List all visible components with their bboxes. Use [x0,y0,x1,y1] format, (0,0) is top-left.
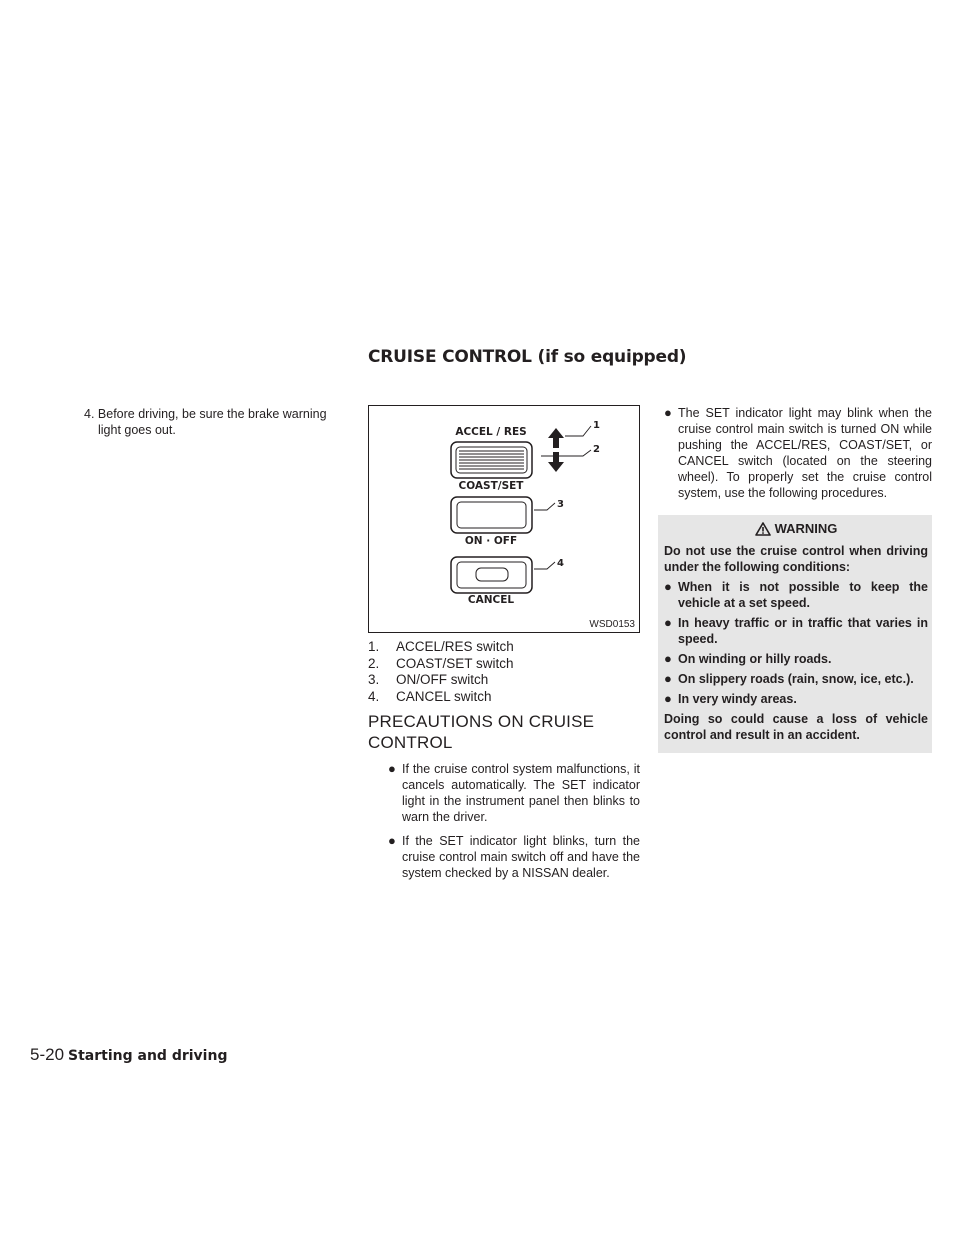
bullet-icon: ● [664,579,672,594]
warning-intro: Do not use the cruise control when driving under the following conditions: [664,544,928,574]
list-item: ● On winding or hilly roads. [664,651,832,666]
bullet-icon: ● [664,671,672,686]
arrow-up-icon [548,428,564,448]
bullet-icon: ● [664,405,672,420]
cruise-switch-figure [368,405,640,633]
legend-item: 2. COAST/SET switch [368,655,514,671]
warning-title: WARNING [774,521,838,536]
callout-1: 1 [593,420,600,431]
step-4-text: Before driving, be sure the brake warning light goes out. [97,407,327,437]
label-coast-set: COAST/SET [458,480,524,492]
figure-code: WSD0153 [589,619,635,630]
bullet-icon: ● [664,615,672,630]
cruise-switch-illustration [369,406,639,632]
list-item: ● In heavy traffic or in traffic that varies in speed. [664,615,928,646]
bullet-icon: ● [664,691,672,706]
list-item: ● If the SET indicator light blinks, turn the cruise control main switch off and have the system checked by a NISSAN dealer. [388,833,640,880]
page-footer [30,1045,227,1065]
chapter-title: Starting and driving [68,1048,228,1064]
callout-2: 2 [593,444,600,455]
cancel-switch [451,557,532,593]
list-item: ● The SET indicator light may blink when the cruise control main switch is turned ON while pushing the ACCEL/RES, COAST/SET, or CANCEL switch (located on the steering wheel). To properly set the cruise control system, use the following procedures. [664,405,932,500]
callout-3: 3 [557,499,564,510]
column-left [68,406,348,438]
label-cancel: CANCEL [467,594,515,606]
page-number: 5-20 [30,1045,65,1064]
warning-outro: Doing so could cause a loss of vehicle control and result in an accident. [664,712,928,742]
step-4-number: 4. [84,407,95,421]
list-item: ● On slippery roads (rain, snow, ice, etc.). [664,671,914,686]
callout-4: 4 [557,558,564,569]
legend-item: 1. ACCEL/RES switch [368,639,514,654]
warning-header [664,521,928,537]
bullet-icon: ● [388,833,396,848]
list-item: ● If the cruise control system malfunctions, it cancels automatically. The SET indicator light in the instrument panel then blinks to warn the driver. [388,761,640,824]
list-item: ● When it is not possible to keep the vehicle at a set speed. [664,579,928,610]
arrow-down-icon [548,452,564,472]
on-off-switch [451,497,532,533]
precautions-list [368,761,640,881]
section-title: CRUISE CONTROL (if so equipped) [368,347,687,367]
step-4 [68,406,348,438]
legend-item: 4. CANCEL switch [368,688,492,704]
column-middle [368,405,640,889]
column-right [658,405,932,753]
accel-coast-switch [451,442,532,478]
warning-box [658,515,932,753]
warning-triangle-icon [755,522,771,536]
legend-item: 3. ON/OFF switch [368,672,489,687]
figure-legend [368,639,640,705]
bullet-icon: ● [388,761,396,776]
bullet-icon: ● [664,651,672,666]
list-item: ● In very windy areas. [664,691,797,706]
label-on-off: ON · OFF [464,535,518,547]
label-accel-res: ACCEL / RES [455,426,527,438]
precautions-heading: PRECAUTIONS ON CRUISE CONTROL [368,712,595,752]
